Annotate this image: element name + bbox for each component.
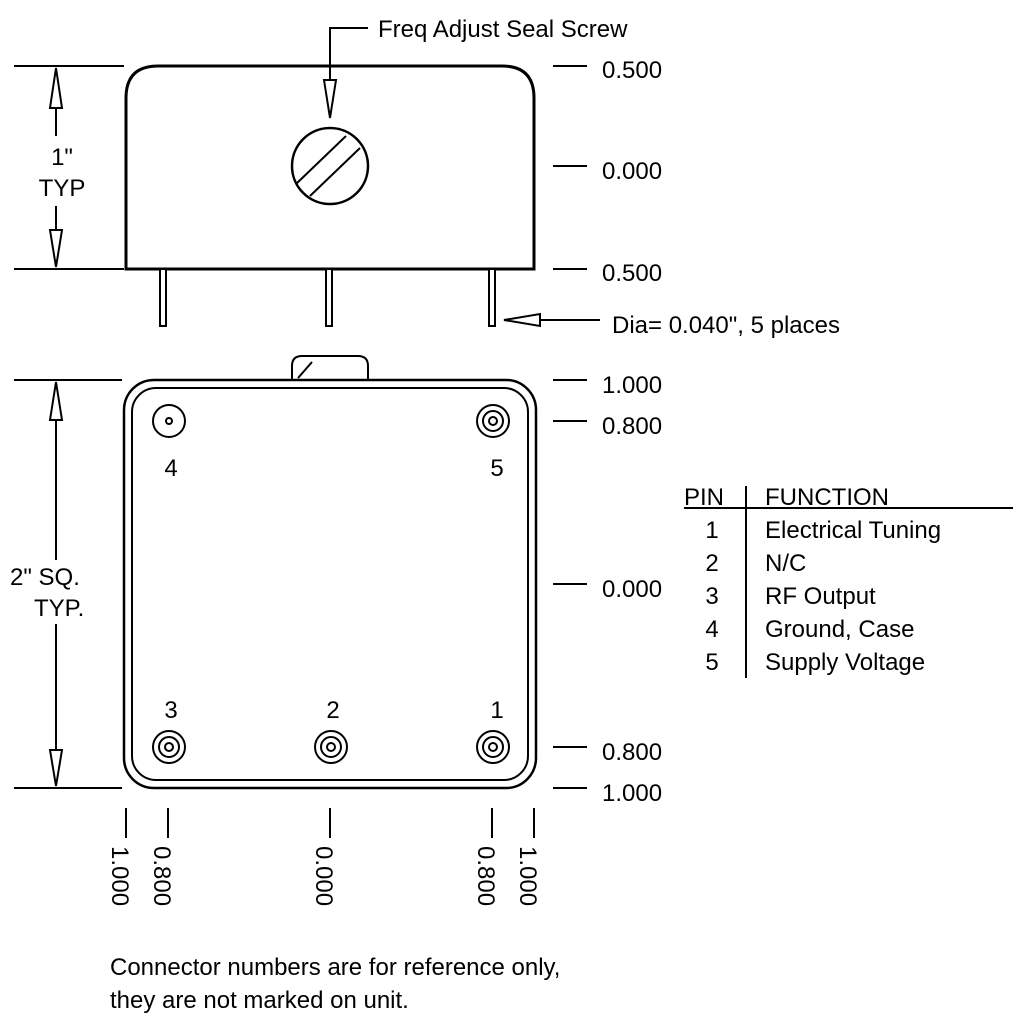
x-tick-label: 1.000 [106,846,133,907]
table-cell-function: RF Output [765,583,876,610]
top-tab [292,356,368,380]
side-pin [160,269,166,326]
x-tick-label: 0.800 [148,846,175,907]
x-tick-label: 1.000 [514,846,541,907]
pin-3 [153,731,185,763]
dia-arrow [504,314,540,326]
side-tick-label: 0.500 [602,260,663,287]
dim-arrow-down [50,750,62,786]
side-tick-label: 0.500 [602,57,663,84]
height-dim-label: TYP [38,175,86,202]
top-view [10,356,662,906]
y-tick-label: 0.000 [602,576,663,603]
x-tick-label: 0.800 [472,846,499,907]
pin-number-3: 3 [164,697,178,724]
y-tick-label: 0.800 [602,739,663,766]
dim-arrow-up [50,382,62,420]
pin-1 [477,731,509,763]
square-dim-label: TYP. [34,595,85,622]
y-tick-label: 1.000 [602,780,663,807]
pin-number-2: 2 [326,697,340,724]
table-cell-function: Supply Voltage [765,649,926,676]
square-dim-label: 2" SQ. [10,564,80,591]
x-tick-label: 0.000 [310,846,337,907]
pin-number-4: 4 [164,455,178,482]
y-tick-label: 0.800 [602,413,663,440]
dim-arrow-down [50,230,62,267]
pin-function-table [684,484,1013,678]
y-tick-label: 1.000 [602,372,663,399]
note-line: they are not marked on unit. [110,987,409,1014]
table-cell-function: Ground, Case [765,616,915,643]
side-pin [326,269,332,326]
table-cell-function: N/C [765,550,807,577]
freq-adjust-label: Freq Adjust Seal Screw [378,16,628,43]
dia-label: Dia= 0.040", 5 places [612,312,840,339]
pin-2 [315,731,347,763]
pin-4 [153,405,185,437]
table-header-pin: PIN [684,484,725,511]
pin-number-5: 5 [490,455,504,482]
table-cell-pin: 2 [705,550,719,577]
pin-5 [477,405,509,437]
callout-arrow [324,80,336,118]
freq-adjust-screw [292,128,368,204]
side-tick-label: 0.000 [602,158,663,185]
table-cell-pin: 5 [705,649,719,676]
note-line: Connector numbers are for reference only, [110,954,561,981]
table-cell-pin: 3 [705,583,719,610]
table-cell-function: Electrical Tuning [765,517,942,544]
dim-arrow-up [50,68,62,108]
side-pin [489,269,495,326]
height-dim-label: 1" [51,144,73,171]
pin-number-1: 1 [490,697,504,724]
top-view-body-outer [124,380,536,788]
side-view [14,16,840,339]
table-cell-pin: 1 [705,517,719,544]
table-header-function: FUNCTION [765,484,889,511]
table-cell-pin: 4 [705,616,719,643]
